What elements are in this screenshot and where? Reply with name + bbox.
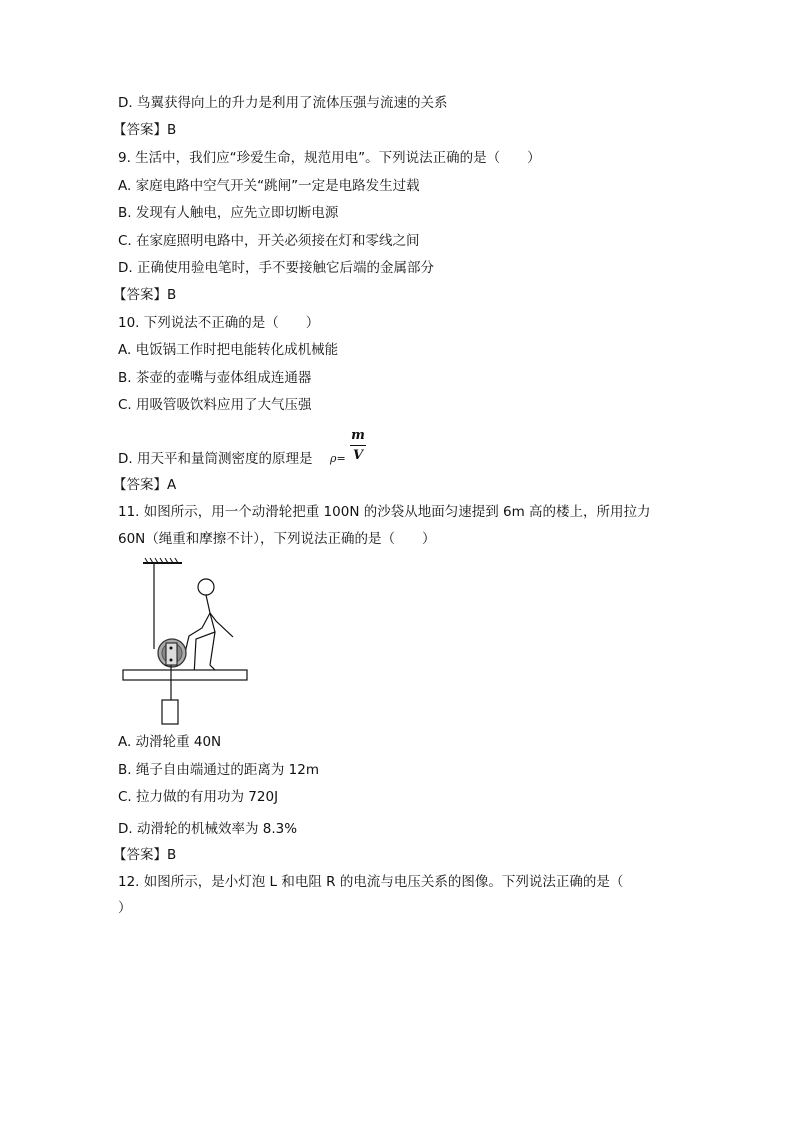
q12-stem-line2: ） <box>118 900 132 916</box>
q11-option-c: C. 拉力做的有用功为 720J <box>118 789 279 805</box>
q9-option-c: C. 在家庭照明电路中，开关必须接在灯和零线之间 <box>118 233 420 249</box>
q8-option-d: D. 鸟翼获得向上的升力是利用了流体压强与流速的关系 <box>118 95 448 111</box>
formula-numerator: m <box>351 428 365 443</box>
q10-answer: 【答案】A <box>113 477 177 493</box>
q9-option-d: D. 正确使用验电笔时，手不要接触它后端的金属部分 <box>118 260 434 276</box>
q11-stem-line1: 11. 如图所示，用一个动滑轮把重 100N 的沙袋从地面匀速提到 6m 高的楼上，所用拉力 <box>118 504 651 520</box>
q11-option-b: B. 绳子自由端通过的距离为 12m <box>118 762 319 778</box>
q11-option-d: D. 动滑轮的机械效率为 8.3% <box>118 821 298 837</box>
fraction-bar <box>350 445 366 446</box>
q9-stem: 9. 生活中，我们应“珍爱生命，规范用电”。下列说法正确的是（ ） <box>118 150 541 166</box>
q10-option-c: C. 用吸管吸饮料应用了大气压强 <box>118 397 312 413</box>
q11-stem-line2: 60N（绳重和摩擦不计），下列说法正确的是（ ） <box>118 531 436 547</box>
q11-option-a: A. 动滑轮重 40N <box>118 734 222 750</box>
q8-answer: 【答案】B <box>113 122 177 138</box>
q11-answer: 【答案】B <box>113 847 177 863</box>
formula-denominator: V <box>352 448 364 463</box>
pulley-figure <box>118 555 253 725</box>
q10-option-b: B. 茶壶的壶嘴与壶体组成连通器 <box>118 370 312 386</box>
q9-answer: 【答案】B <box>113 287 177 303</box>
q9-option-b: B. 发现有人触电，应先立即切断电源 <box>118 205 339 221</box>
q10-stem: 10. 下列说法不正确的是（ ） <box>118 315 320 331</box>
formula-lhs: ρ= <box>330 452 346 465</box>
q9-option-a: A. 家庭电路中空气开关“跳闸”一定是电路发生过载 <box>118 178 420 194</box>
density-formula <box>350 428 366 463</box>
q12-stem-line1: 12. 如图所示，是小灯泡 L 和电阻 R 的电流与电压关系的图像。下列说法正确的是（ <box>118 874 624 890</box>
q10-option-a: A. 电饭锅工作时把电能转化成机械能 <box>118 342 339 358</box>
q10-option-d: D. 用天平和量筒测密度的原理是 <box>118 451 313 467</box>
